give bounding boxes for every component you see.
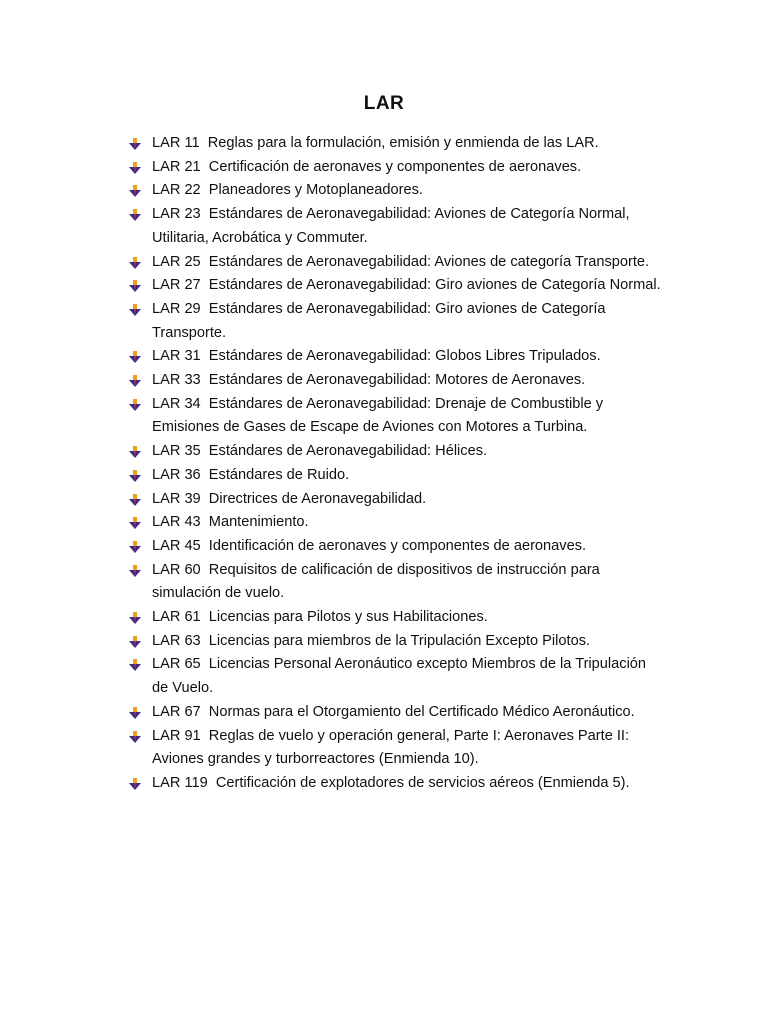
arrow-bullet-icon: [129, 494, 141, 506]
list-item: [126, 369, 666, 393]
lar-description: Estándares de Aeronavegabilidad: Aviones de Categoría Normal, Utilitaria, Acrobática y Commuter.: [152, 206, 630, 246]
lar-description: Estándares de Aeronavegabilidad: Giro aviones de Categoría Transporte.: [152, 300, 606, 341]
lar-code: LAR 22: [152, 182, 205, 199]
list-item: [126, 772, 666, 796]
arrow-bullet-icon: [129, 280, 141, 292]
list-item: [126, 725, 666, 772]
list-item: [126, 488, 666, 512]
lar-description: Reglas para la formulación, emisión y enmienda de las LAR.: [207, 135, 599, 151]
list-item: [126, 511, 666, 535]
list-item: [126, 203, 666, 250]
arrow-bullet-icon: [129, 209, 141, 221]
lar-code: LAR 11: [152, 135, 204, 151]
list-item: [126, 345, 666, 369]
list-item: [126, 535, 666, 559]
lar-code: LAR 91: [152, 727, 205, 744]
lar-description: Certificación de explotadores de servicios aéreos (Enmienda 5).: [215, 774, 630, 791]
list-item: [126, 464, 666, 488]
lar-description: Estándares de Aeronavegabilidad: Motores de Aeronaves.: [208, 372, 586, 389]
lar-code: LAR 67: [152, 703, 205, 720]
lar-code: LAR 45: [152, 537, 205, 554]
lar-description: Mantenimiento.: [208, 514, 309, 531]
arrow-bullet-icon: [129, 351, 141, 363]
lar-code: LAR 23: [152, 206, 205, 223]
arrow-bullet-icon: [129, 517, 141, 529]
lar-description: Estándares de Aeronavegabilidad: Aviones de categoría Transporte.: [208, 253, 650, 270]
list-item: [126, 298, 666, 345]
list-item: [126, 274, 666, 298]
lar-description: Estándares de Aeronavegabilidad: Hélices.: [208, 443, 488, 460]
lar-code: LAR 36: [152, 466, 205, 483]
arrow-bullet-icon: [129, 138, 141, 150]
arrow-bullet-icon: [129, 565, 141, 577]
lar-description: Planeadores y Motoplaneadores.: [208, 182, 423, 199]
lar-code: LAR 27: [152, 277, 205, 294]
lar-code: LAR 25: [152, 253, 205, 270]
lar-description: Licencias Personal Aeronáutico excepto Miembros de la Tripulación de Vuelo.: [152, 656, 647, 697]
list-item: [126, 440, 666, 464]
lar-description: Certificación de aeronaves y componentes de aeronaves.: [208, 158, 582, 175]
arrow-bullet-icon: [129, 375, 141, 387]
list-item: [126, 653, 666, 700]
lar-code: LAR 43: [152, 514, 205, 531]
arrow-bullet-icon: [129, 446, 141, 458]
arrow-bullet-icon: [129, 257, 141, 269]
lar-description: Estándares de Aeronavegabilidad: Drenaje de Combustible y Emisiones de Gases de Escape de Aviones con Motores a Turbina.: [152, 395, 604, 436]
list-item: [126, 630, 666, 654]
arrow-bullet-icon: [129, 541, 141, 553]
list-item: [126, 393, 666, 440]
list-item: [126, 251, 666, 275]
lar-list: [126, 132, 666, 796]
arrow-bullet-icon: [129, 470, 141, 482]
lar-code: LAR 31: [152, 348, 205, 365]
lar-description: Normas para el Otorgamiento del Certificado Médico Aeronáutico.: [208, 703, 635, 720]
lar-code: LAR 35: [152, 443, 205, 460]
list-item: [126, 179, 666, 203]
lar-description: Estándares de Aeronavegabilidad: Globos Libres Tripulados.: [208, 348, 601, 365]
document-title: LAR: [363, 93, 405, 114]
lar-code: LAR 33: [152, 372, 205, 389]
arrow-bullet-icon: [129, 612, 141, 624]
lar-code: LAR 21: [152, 158, 205, 175]
lar-code: LAR 60: [152, 561, 205, 578]
arrow-bullet-icon: [129, 778, 141, 790]
arrow-bullet-icon: [129, 636, 141, 648]
list-item: [126, 559, 666, 606]
lar-code: LAR 34: [152, 395, 205, 412]
lar-description: Licencias para Pilotos y sus Habilitaciones.: [208, 609, 488, 626]
lar-code: LAR 39: [152, 490, 205, 507]
arrow-bullet-icon: [129, 731, 141, 743]
lar-description: Estándares de Ruido.: [208, 466, 350, 483]
lar-description: Identificación de aeronaves y componentes de aeronaves.: [208, 537, 587, 554]
lar-description: Requisitos de calificación de dispositivos de instrucción para simulación de vuelo.: [152, 561, 600, 602]
arrow-bullet-icon: [129, 707, 141, 719]
lar-code: LAR 63: [152, 632, 205, 649]
arrow-bullet-icon: [129, 162, 141, 174]
arrow-bullet-icon: [129, 399, 141, 411]
arrow-bullet-icon: [129, 659, 141, 671]
lar-description: Licencias para miembros de la Tripulación Excepto Pilotos.: [208, 632, 591, 649]
lar-description: Reglas de vuelo y operación general, Parte I: Aeronaves Parte II: Aviones grandes y turborreactores (Enmienda 10).: [152, 727, 630, 768]
arrow-bullet-icon: [129, 185, 141, 197]
lar-code: LAR 65: [152, 656, 205, 673]
lar-description: Estándares de Aeronavegabilidad: Giro aviones de Categoría Normal.: [208, 277, 661, 294]
list-item: [126, 606, 666, 630]
lar-code: LAR 119: [152, 774, 212, 791]
lar-description: Directrices de Aeronavegabilidad.: [208, 490, 427, 507]
lar-code: LAR 29: [152, 300, 205, 317]
list-item: [126, 132, 666, 156]
list-item: [126, 701, 666, 725]
list-item: [126, 156, 666, 180]
arrow-bullet-icon: [129, 304, 141, 316]
lar-code: LAR 61: [152, 609, 205, 626]
